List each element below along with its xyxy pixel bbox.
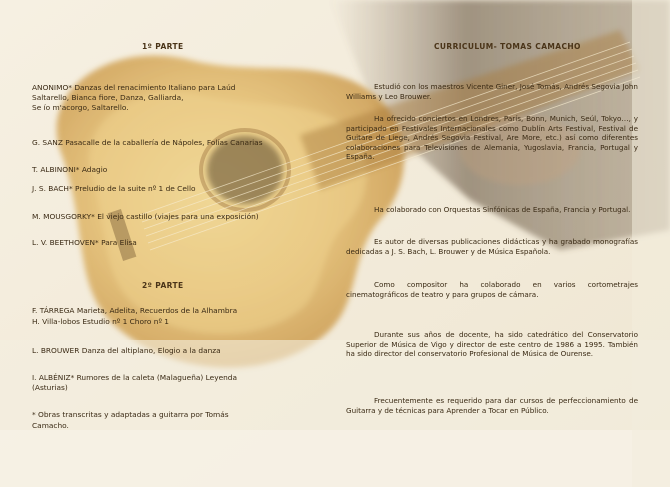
curriculum-paragraph — [346, 396, 638, 415]
paragraph-text: Frecuentemente es requerido para dar cursos de perfeccionamiento de Guitarra y de técnicas para Aprender a Tocar en Público. — [346, 396, 638, 415]
paragraph-text: Como compositor ha colaborado en varios cortometrajes cinematográficos de teatro y para grupos de cámara. — [346, 280, 638, 299]
curriculum-paragraph — [346, 205, 638, 215]
paragraph-text: Durante sus años de docente, ha sido catedrático del Conservatorio Superior de Música de Vigo y director de este centro de 1986 a 1995. También ha sido director del conservatorio Profesional de Música de Ourense. — [346, 330, 638, 359]
program-item: M. MOUSGORKY* El viejo castillo (viajes para una exposición) — [32, 212, 259, 221]
footnote: Camacho. — [32, 421, 69, 430]
program-item: Saltarello, Bianca fiore, Danza, Galliarda, — [32, 93, 184, 102]
program-item: T. ALBINONI* Adagio — [32, 165, 108, 174]
curriculum-paragraph — [346, 237, 638, 256]
program-item: (Asturias) — [32, 383, 68, 392]
program-item: Se ío m'acorgo, Saltarello. — [32, 103, 129, 112]
paragraph-text: Estudió con los maestros Vicente Giner, José Tomás, Andrés Segovia John Williams y Leo Brouwer. — [346, 82, 638, 101]
paragraph-text: Es autor de diversas publicaciones didácticas y ha grabado monografías dedicadas a J. S. Bach, L. Brouwer y de Música Española. — [346, 237, 638, 256]
program-item: J. S. BACH* Preludio de la suite nº 1 de Cello — [32, 184, 196, 193]
footnote: * Obras transcritas y adaptadas a guitarra por Tomás — [32, 410, 229, 419]
program-item: ANONIMO* Danzas del renacimiento Italiano para Laúd — [32, 83, 236, 92]
program-item: F. TÁRREGA Marieta, Adelita, Recuerdos de la Alhambra — [32, 306, 238, 315]
paragraph-text: Ha ofrecido conciertos en Londres, París, Bonn, Munich, Seúl, Tokyo…, y participado en Festivales Internacionales como Dublín Arts Festival, Festival de Guitare de Liege, Andrés Segovia Festival, Are More, etc.) así como diferentes colaboraciones para Televisiones de Alemania, Yugoslavia, Francia, Portugal y España. — [346, 114, 638, 162]
curriculum-paragraph — [346, 82, 638, 101]
program-item: H. Villa-lobos Estudio nº 1 Choro nº 1 — [32, 317, 169, 326]
curriculum-paragraph — [346, 280, 638, 299]
program-item: L. V. BEETHOVEN* Para Elisa — [32, 238, 137, 247]
program-item: I. ALBÉNIZ* Rumores de la caleta (Malagueña) Leyenda — [32, 373, 238, 382]
program-item: L. BROUWER Danza del altiplano, Elogio a la danza — [32, 346, 221, 355]
curriculum-paragraph — [346, 114, 638, 162]
paragraph-text: Ha colaborado con Orquestas Sinfónicas de España, Francia y Portugal. — [374, 205, 631, 214]
part1-title: 1º PARTE — [142, 42, 184, 51]
program-item: G. SANZ Pasacalle de la caballería de Nápoles, Folías Canarias — [32, 138, 263, 147]
curriculum-paragraph — [346, 330, 638, 359]
curriculum-title: CURRICULUM- TOMAS CAMACHO — [434, 42, 581, 51]
part2-title: 2º PARTE — [142, 281, 184, 290]
